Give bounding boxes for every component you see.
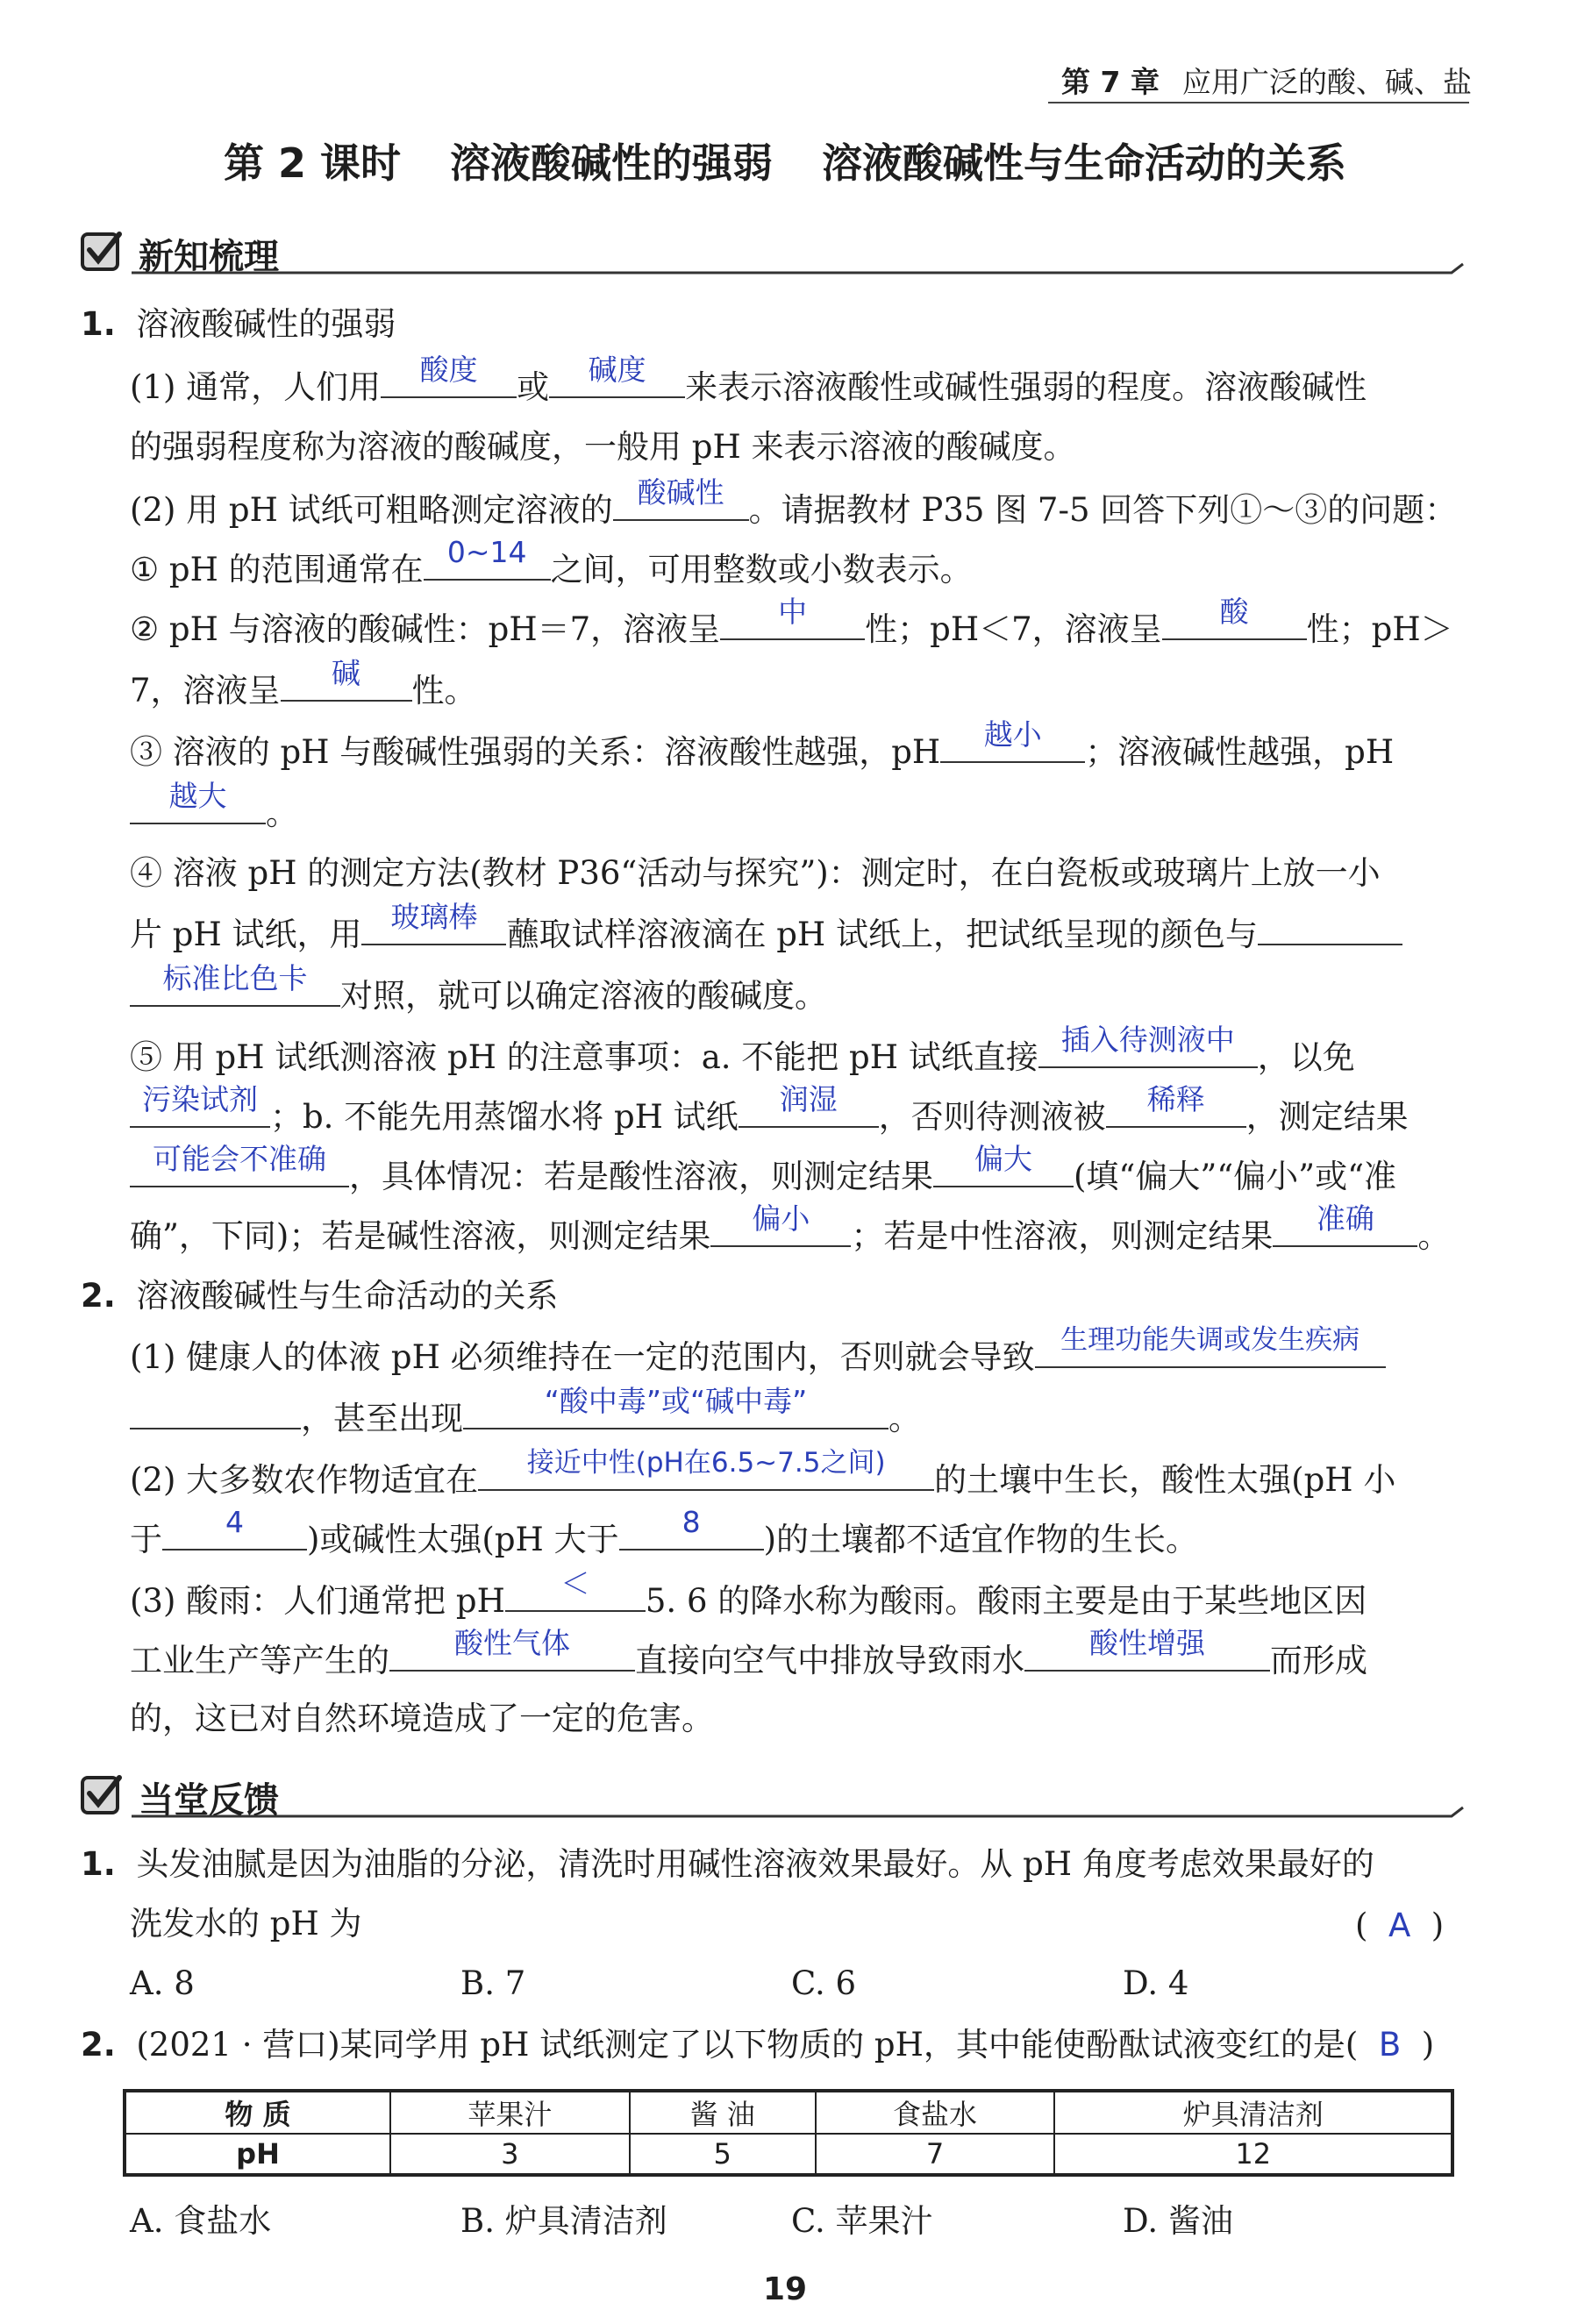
q2-p3: (3) 酸雨：人们通常把 pH ＜ 5. 6 的降水称为酸雨。酸雨主要是由于某些地区因: [130, 1566, 1367, 1620]
answer-blank[interactable]: [1258, 909, 1402, 945]
q2-p1: (1) 健康人的体液 pH 必须维持在一定的范围内，否则就会导致 生理功能失调或发生疾病: [130, 1331, 1386, 1382]
q1-item2: ② pH 与溶液的酸碱性：pH＝7，溶液呈 中 性；pH＜7，溶液呈 酸 性；pH＞: [130, 595, 1453, 648]
answer-blank[interactable]: 可能会不准确: [130, 1151, 349, 1187]
answer-blank[interactable]: 越大: [130, 788, 266, 824]
answer-blank[interactable]: 玻璃棒: [361, 909, 506, 945]
lesson-topic-1: 溶液酸碱性的强弱: [450, 139, 774, 187]
option-a: A. 8: [130, 1964, 195, 2002]
answer-blank[interactable]: 污染试剂: [130, 1091, 270, 1128]
chapter-number: 第 7 章: [1061, 65, 1160, 99]
answer-blank[interactable]: 4: [162, 1514, 307, 1551]
table-row: pH 3 5 7 12: [125, 2134, 1452, 2175]
q2-p2: (2) 大多数农作物适宜在 接近中性(pH在6.5~7.5之间) 的土壤中生长，酸性太强(pH 小: [130, 1447, 1396, 1499]
section-heading: 新知梳理: [139, 237, 279, 277]
q2-heading: 2. 溶液酸碱性与生命活动的关系: [81, 1277, 559, 1315]
q1-item5b: 污染试剂 ；b. 不能先用蒸馏水将 pH 试纸 润湿 ，否则待测液被 稀释 ，测定结果: [130, 1091, 1409, 1142]
q1-item4b: 片 pH 试纸，用 玻璃棒 蘸取试样溶液滴在 pH 试纸上，把试纸呈现的颜色与: [130, 909, 1402, 959]
lesson-topic-2: 溶液酸碱性与生命活动的关系: [822, 139, 1347, 187]
q1-p1b: 的强弱程度称为溶液的酸碱度，一般用 pH 来表示溶液的酸碱度。: [130, 428, 1076, 466]
option-d: D. 酱油: [1123, 2202, 1233, 2240]
option-b: B. 7: [460, 1964, 526, 2002]
q1-item1: ① pH 的范围通常在 0~14 之间，可用整数或小数表示。: [130, 535, 973, 588]
checkbox-icon: [79, 1767, 1465, 1829]
option-a: A. 食盐水: [130, 2202, 272, 2240]
section-feedback: [79, 1767, 1465, 1829]
lesson-title: [0, 132, 1570, 189]
q1-item5c: 可能会不准确 ，具体情况：若是酸性溶液，则测定结果 偏大 (填“偏大”“偏小”或“准: [130, 1151, 1396, 1201]
answer-blank[interactable]: 润湿: [739, 1091, 879, 1128]
option-c: C. 苹果汁: [791, 2202, 933, 2240]
q1-p2: (2) 用 pH 试纸可粗略测定溶液的 酸碱性 。请据教材 P35 图 7-5 回答下列①～③的问题：: [130, 475, 1458, 529]
checkbox-icon: [79, 224, 1465, 285]
q2-p3c: 的，这已对自然环境造成了一定的危害。: [130, 1700, 714, 1737]
answer-blank[interactable]: 偏大: [933, 1151, 1074, 1187]
answer-blank[interactable]: 碱: [281, 665, 412, 702]
q1-heading: 1. 溶液酸碱性的强弱: [81, 305, 396, 343]
answer-blank[interactable]: 标准比色卡: [130, 970, 340, 1007]
answer-blank[interactable]: 中: [720, 603, 865, 640]
answer-blank[interactable]: 生理功能失调或发生疾病: [1035, 1331, 1386, 1368]
answer-blank[interactable]: 偏小: [710, 1210, 851, 1247]
answer-blank[interactable]: 酸度: [381, 361, 517, 398]
q1-item2b: 7，溶液呈 碱 性。: [130, 656, 477, 709]
answer-blank[interactable]: 准确: [1273, 1210, 1417, 1247]
answer-blank[interactable]: 酸性气体: [389, 1635, 635, 1672]
ph-table: [123, 2089, 1454, 2177]
answer-blank[interactable]: 8: [619, 1514, 764, 1551]
q1-p1: (1) 通常，人们用 酸度 或 碱度 来表示溶液酸性或碱性强弱的程度。溶液酸碱性: [130, 353, 1367, 406]
answer-blank[interactable]: 酸: [1162, 603, 1307, 640]
section-new-knowledge: [79, 224, 1465, 285]
lesson-label: 第 2 课时: [223, 139, 402, 187]
answer-blank[interactable]: ＜: [505, 1575, 646, 1612]
option-c: C. 6: [791, 1964, 857, 2002]
q1-item5d: 确”，下同)；若是碱性溶液，则测定结果 偏小 ；若是中性溶液，则测定结果 准确 。: [130, 1201, 1451, 1255]
answer-blank[interactable]: 酸性增强: [1024, 1635, 1270, 1672]
page-number: 19: [762, 2271, 808, 2307]
q1-item5: ⑤ 用 pH 试纸测溶液 pH 的注意事项：a. 不能把 pH 试纸直接 插入待测液中 ，以免: [130, 1023, 1355, 1076]
answer-blank[interactable]: “酸中毒”或“碱中毒”: [463, 1393, 888, 1429]
header-rule: [1048, 101, 1469, 104]
f1-answer: ( A ): [1355, 1907, 1445, 1944]
answer-blank[interactable]: 0~14: [424, 544, 551, 581]
q2-p1b: ，甚至出现 “酸中毒”或“碱中毒” 。: [130, 1393, 921, 1444]
section-heading: 当堂反馈: [139, 1780, 279, 1821]
answer-blank[interactable]: [130, 1393, 301, 1429]
f1-question-line2: 洗发水的 pH 为: [130, 1905, 362, 1943]
q2-p2b: 于 4 )或碱性太强(pH 大于 8 )的土壤都不适宜作物的生长。: [130, 1505, 1199, 1558]
q1-item3b: 越大 。: [130, 788, 298, 838]
q1-item4c: 标准比色卡 对照，就可以确定溶液的酸碱度。: [130, 970, 827, 1021]
q1-item3: ③ 溶液的 pH 与酸碱性强弱的关系：溶液酸性越强，pH 越小 ；溶液碱性越强，pH: [130, 717, 1395, 771]
option-d: D. 4: [1123, 1964, 1189, 2002]
chapter-title: 应用广泛的酸、碱、盐: [1181, 65, 1472, 99]
answer-blank[interactable]: 碱度: [549, 361, 685, 398]
f1-question: 1. 头发油腻是因为油脂的分泌，清洗时用碱性溶液效果最好。从 pH 角度考虑效果最好的: [81, 1845, 1374, 1883]
answer-blank[interactable]: 插入待测液中: [1038, 1031, 1258, 1068]
q1-item4: ④ 溶液 pH 的测定方法(教材 P36“活动与探究”)：测定时，在白瓷板或玻璃片上放一小: [130, 854, 1381, 892]
answer-blank[interactable]: 稀释: [1106, 1091, 1246, 1128]
q2-p3b: 工业生产等产生的 酸性气体 直接向空气中排放导致雨水 酸性增强 而形成: [130, 1626, 1367, 1679]
answer-blank[interactable]: 接近中性(pH在6.5~7.5之间): [478, 1454, 934, 1491]
option-b: B. 炉具清洁剂: [460, 2202, 667, 2240]
chapter-header: [1061, 60, 1472, 101]
answer-blank[interactable]: 越小: [940, 726, 1085, 763]
f2-question: 2. (2021 · 营口)某同学用 pH 试纸测定了以下物质的 pH，其中能使酚酞试液变红的是( B ): [81, 2026, 1435, 2064]
table-header-row: 物 质 苹果汁 酱 油 食盐水 炉具清洁剂: [125, 2091, 1452, 2134]
answer-blank[interactable]: 酸碱性: [613, 484, 749, 521]
